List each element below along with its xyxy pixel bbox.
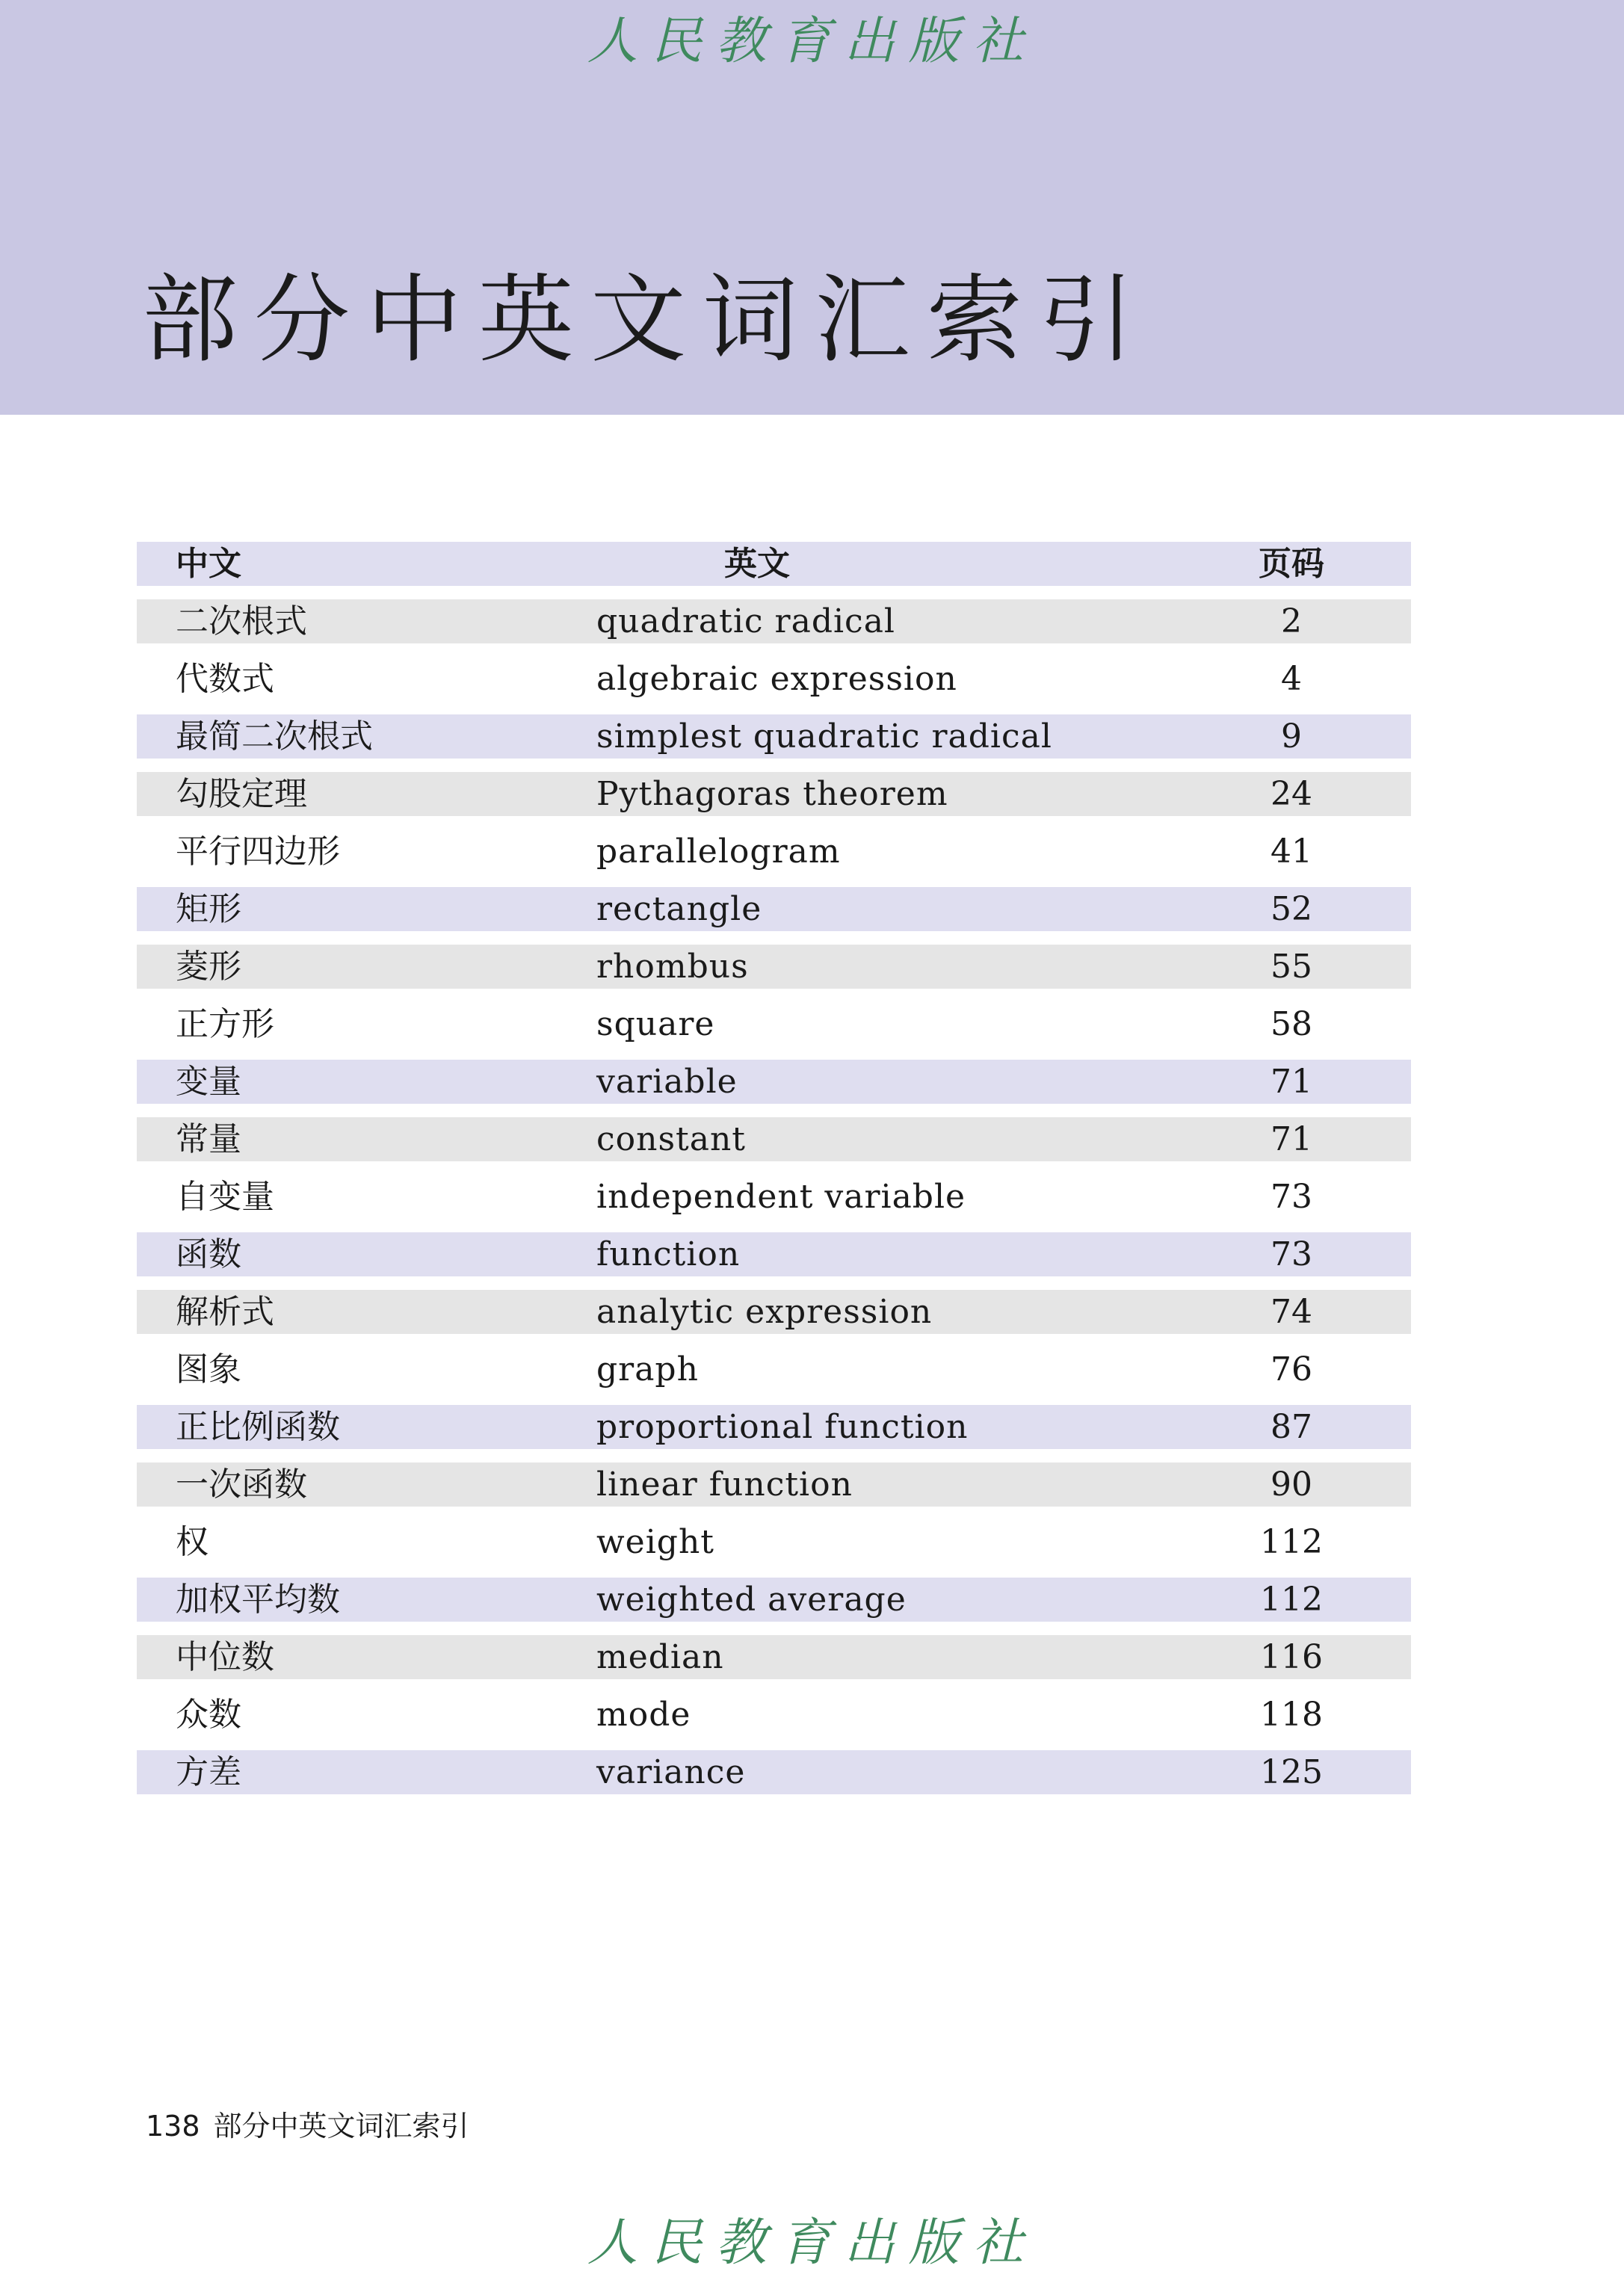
term-english: weight — [596, 1523, 714, 1561]
table-row — [137, 714, 1411, 759]
table-row — [137, 830, 1411, 874]
page-title: 部分中英文词汇索引 — [142, 265, 1152, 376]
table-row — [137, 1635, 1411, 1679]
term-english: analytic expression — [596, 1293, 933, 1331]
header-chinese: 中文 — [176, 545, 241, 583]
term-english: square — [596, 1005, 715, 1043]
table-row — [137, 1290, 1411, 1334]
term-english: Pythagoras theorem — [596, 775, 948, 813]
term-chinese: 菱形 — [176, 948, 241, 986]
table-row — [137, 887, 1411, 931]
term-english: linear function — [596, 1465, 853, 1504]
term-chinese: 变量 — [176, 1063, 241, 1101]
term-page: 76 — [1271, 1350, 1312, 1389]
term-english: parallelogram — [596, 833, 841, 871]
term-page: 24 — [1271, 775, 1312, 813]
table-row — [137, 945, 1411, 989]
term-page: 73 — [1271, 1178, 1312, 1216]
term-chinese: 最简二次根式 — [176, 717, 373, 756]
term-chinese: 方差 — [176, 1753, 241, 1791]
term-chinese: 矩形 — [176, 890, 241, 928]
term-chinese: 解析式 — [176, 1293, 274, 1331]
term-english: rectangle — [596, 890, 762, 928]
term-page: 9 — [1281, 717, 1302, 756]
term-page: 74 — [1271, 1293, 1312, 1331]
table-row — [137, 657, 1411, 701]
term-english: algebraic expression — [596, 660, 957, 698]
footer-section-title: 部分中英文词汇索引 — [213, 2110, 469, 2143]
term-page: 2 — [1281, 602, 1302, 640]
term-english: simplest quadratic radical — [596, 717, 1052, 756]
table-row — [137, 1232, 1411, 1276]
term-page: 112 — [1260, 1581, 1323, 1619]
term-page: 112 — [1260, 1523, 1323, 1561]
term-page: 52 — [1271, 890, 1312, 928]
term-page: 125 — [1260, 1753, 1323, 1791]
term-english: function — [596, 1235, 741, 1273]
term-english: rhombus — [596, 948, 749, 986]
term-chinese: 图象 — [176, 1350, 241, 1389]
term-english: variable — [596, 1063, 738, 1101]
table-row — [137, 1578, 1411, 1622]
table-row — [137, 772, 1411, 816]
term-english: variance — [596, 1753, 746, 1791]
table-row — [137, 1750, 1411, 1794]
term-page: 71 — [1271, 1120, 1312, 1158]
term-english: quadratic radical — [596, 602, 896, 640]
table-row — [137, 1002, 1411, 1046]
term-english: mode — [596, 1696, 691, 1734]
term-page: 58 — [1271, 1005, 1312, 1043]
term-chinese: 常量 — [176, 1120, 241, 1158]
term-chinese: 函数 — [176, 1235, 241, 1273]
term-chinese: 正方形 — [176, 1005, 274, 1043]
term-chinese: 代数式 — [176, 660, 274, 698]
term-chinese: 中位数 — [176, 1638, 274, 1676]
footer — [146, 2110, 469, 2143]
term-page: 116 — [1260, 1638, 1323, 1676]
index-table — [137, 542, 1411, 1808]
term-page: 55 — [1271, 948, 1312, 986]
table-row — [137, 1520, 1411, 1564]
header-english: 英文 — [724, 545, 790, 583]
table-body — [137, 599, 1411, 1794]
term-english: median — [596, 1638, 724, 1676]
term-chinese: 正比例函数 — [176, 1408, 340, 1446]
term-chinese: 二次根式 — [176, 602, 307, 640]
term-chinese: 加权平均数 — [176, 1581, 340, 1619]
term-english: proportional function — [596, 1408, 969, 1446]
term-page: 41 — [1271, 833, 1312, 871]
table-row — [137, 1462, 1411, 1507]
term-chinese: 一次函数 — [176, 1465, 307, 1504]
term-english: independent variable — [596, 1178, 966, 1216]
term-english: weighted average — [596, 1581, 907, 1619]
table-row — [137, 1347, 1411, 1391]
publisher-logo-top: 人民教育出版社 — [587, 12, 1037, 71]
term-page: 4 — [1281, 660, 1302, 698]
term-english: graph — [596, 1350, 699, 1389]
term-chinese: 权 — [176, 1523, 209, 1561]
table-row — [137, 1117, 1411, 1161]
term-english: constant — [596, 1120, 746, 1158]
header-page: 页码 — [1259, 545, 1324, 583]
table-row — [137, 1405, 1411, 1449]
term-page: 118 — [1260, 1696, 1323, 1734]
term-page: 87 — [1271, 1408, 1312, 1446]
table-header-row — [137, 542, 1411, 586]
term-chinese: 平行四边形 — [176, 833, 340, 871]
table-row — [137, 1693, 1411, 1737]
term-page: 90 — [1271, 1465, 1312, 1504]
term-chinese: 众数 — [176, 1696, 241, 1734]
footer-page-number: 138 — [146, 2110, 200, 2143]
term-page: 71 — [1271, 1063, 1312, 1101]
term-chinese: 自变量 — [176, 1178, 274, 1216]
table-row — [137, 599, 1411, 643]
publisher-logo-bottom: 人民教育出版社 — [587, 2214, 1037, 2273]
term-chinese: 勾股定理 — [176, 775, 307, 813]
table-row — [137, 1060, 1411, 1104]
table-row — [137, 1175, 1411, 1219]
term-page: 73 — [1271, 1235, 1312, 1273]
